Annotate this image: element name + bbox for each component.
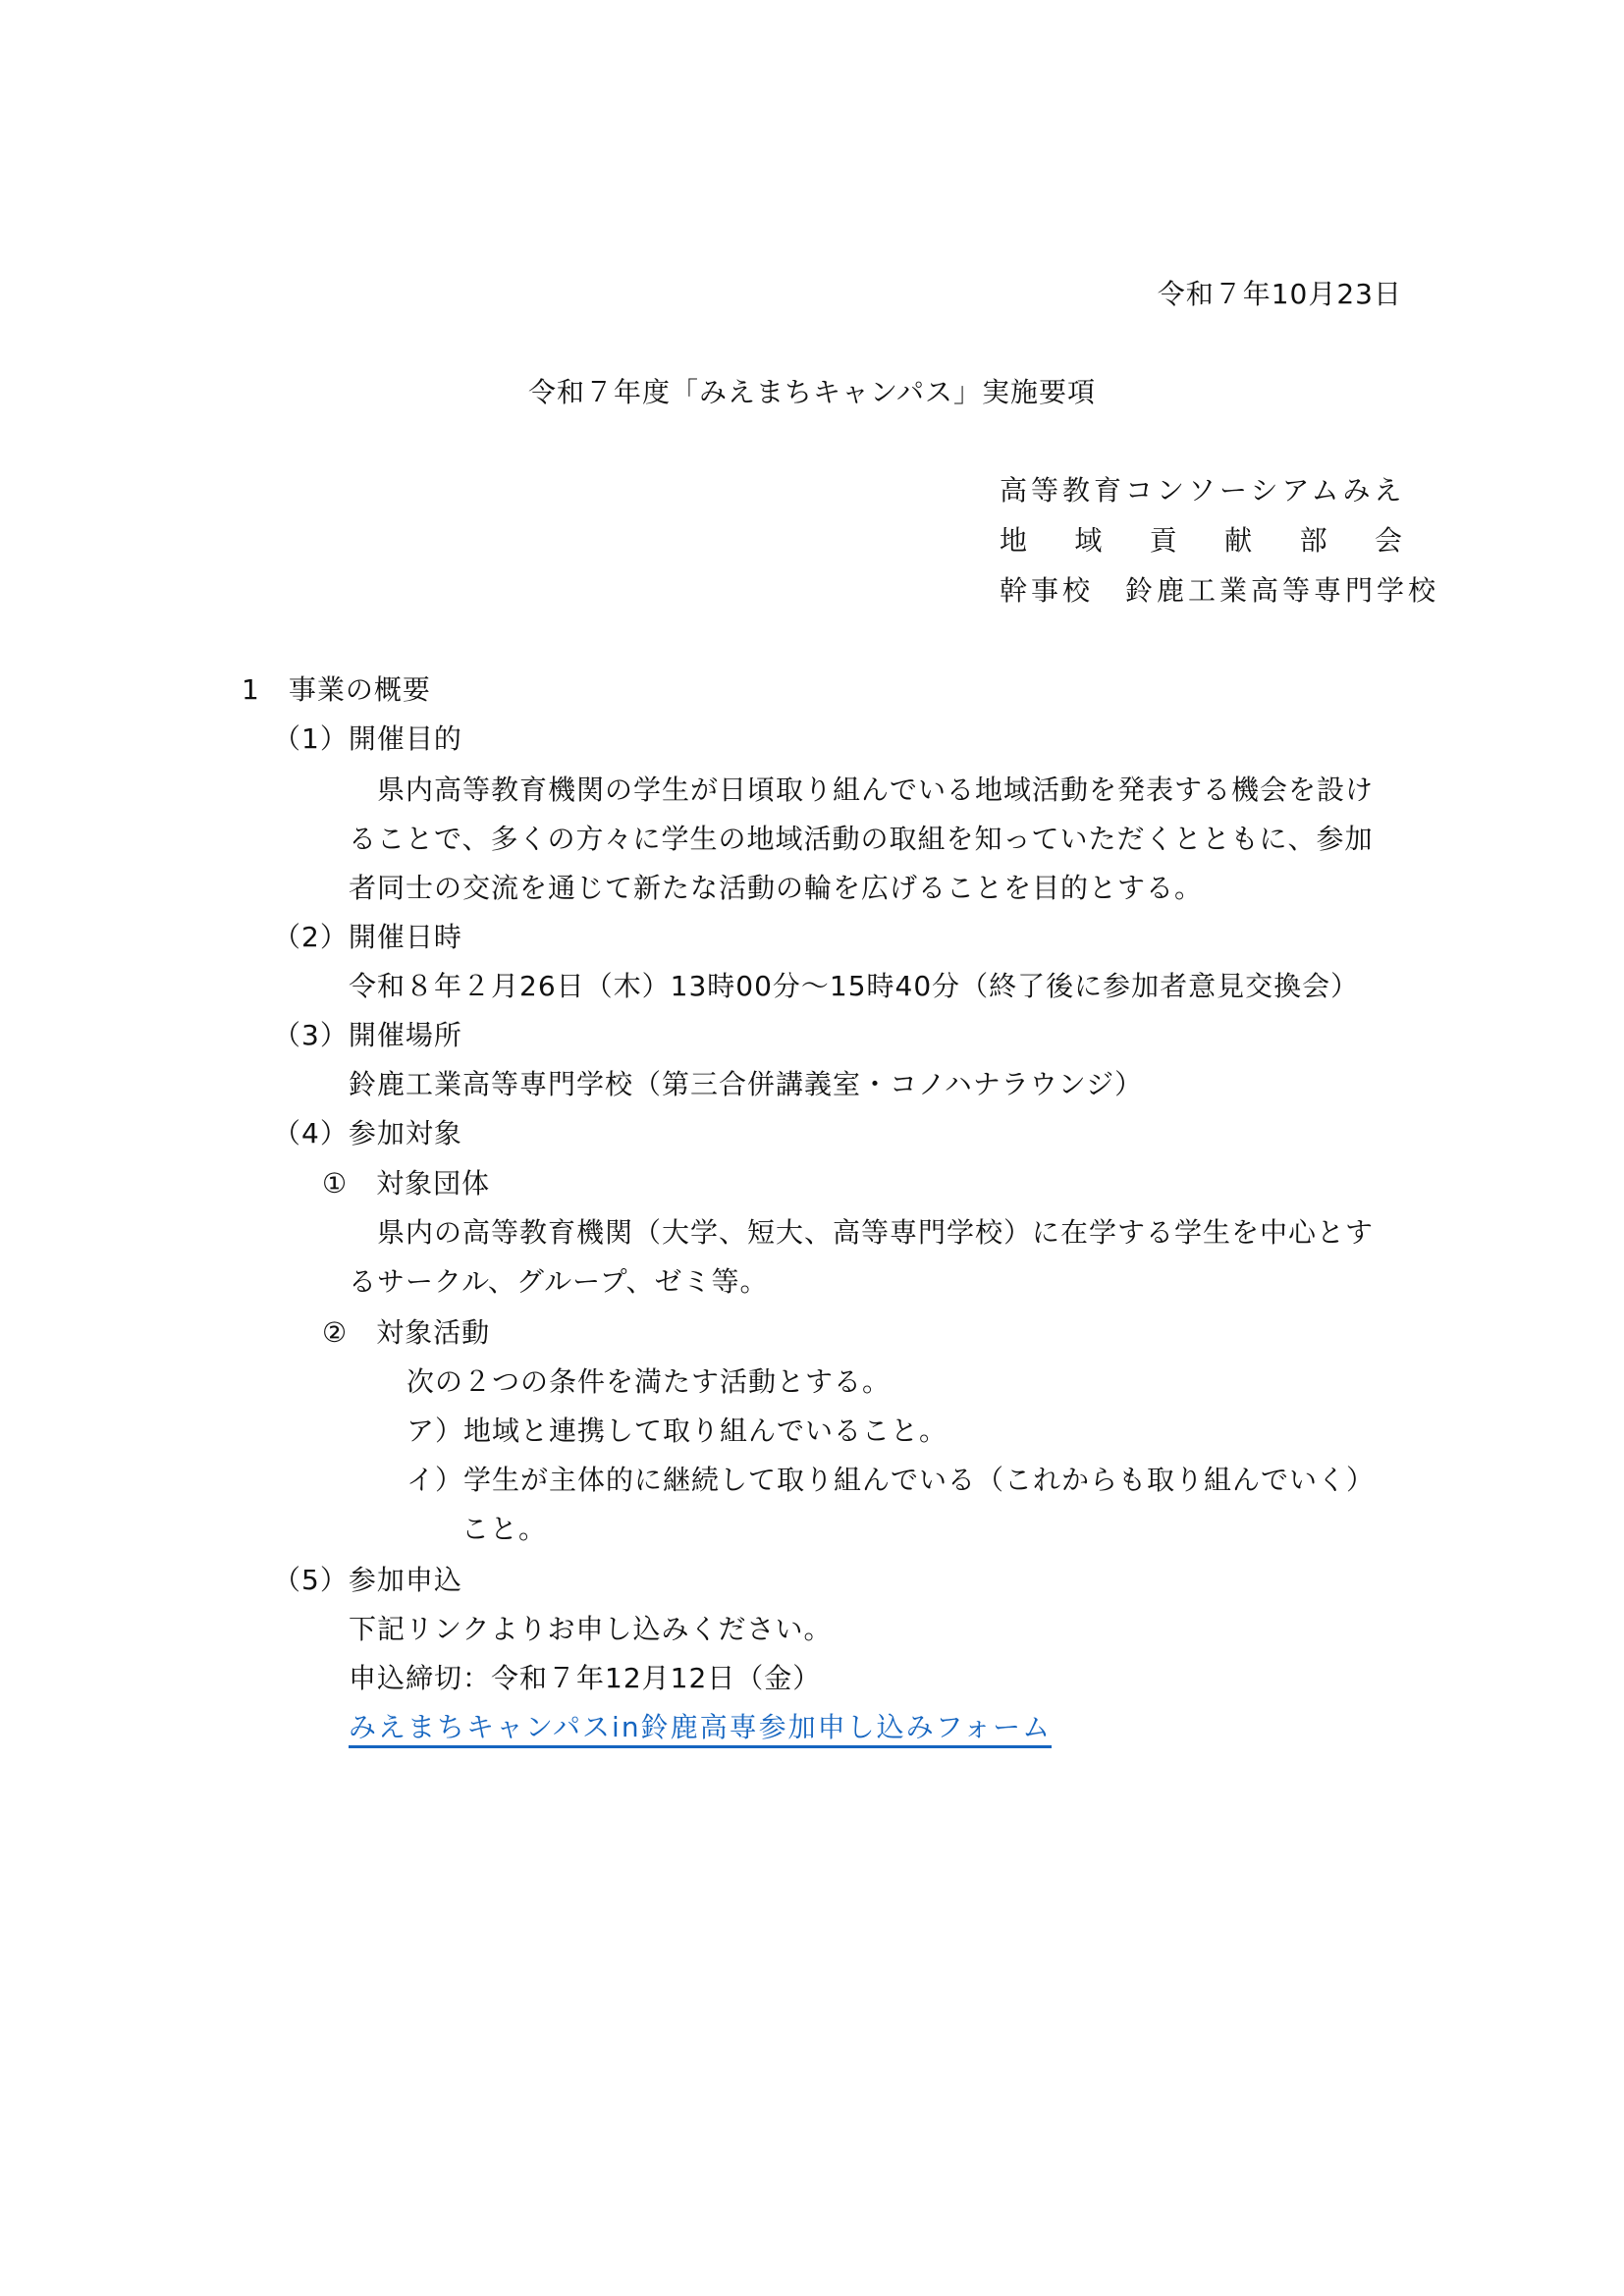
purpose-text-line: 者同士の交流を通じて新たな活動の輪を広げることを目的とする。 [349,872,1204,904]
org-department-char: 貢 [1149,524,1177,557]
application-deadline: 申込締切：令和７年12月12日（金） [349,1662,822,1694]
org-department-char: 部 [1299,524,1327,557]
venue-value: 鈴鹿工業高等専門学校（第三合併講義室・コノハナラウンジ） [349,1068,1144,1100]
condition-continuation: こと。 [461,1513,548,1545]
document-title: 令和７年度「みえまちキャンパス」実施要項 [528,376,1097,408]
target-groups-text-line: るサークル、グループ、ゼミ等。 [349,1265,769,1298]
purpose-text-line: ることで、多くの方々に学生の地域活動の取組を知っていただくとともに、参加 [349,823,1374,855]
condition-item: ア）地域と連携して取り組んでいること。 [406,1415,948,1447]
datetime-value: 令和８年２月26日（木）13時00分～15時40分（終了後に参加者意見交換会） [349,970,1360,1002]
application-label: （5）参加申込 [273,1564,462,1596]
org-department-char: 地 [1000,524,1028,557]
target-label: （4）参加対象 [273,1117,462,1149]
purpose-text-line: 県内高等教育機関の学生が日頃取り組んでいる地域活動を発表する機会を設け [377,774,1375,806]
target-activities-label: ② 対象活動 [322,1316,491,1349]
section-heading: 1 事業の概要 [242,673,431,706]
condition-item: イ）学生が主体的に継続して取り組んでいる（これからも取り組んでいく） [406,1464,1376,1496]
datetime-label: （2）開催日時 [273,921,462,953]
purpose-label: （1）開催目的 [273,722,462,755]
target-groups-text-line: 県内の高等教育機関（大学、短大、高等専門学校）に在学する学生を中心とす [377,1216,1375,1249]
org-department-char: 会 [1374,524,1402,557]
application-instruction: 下記リンクよりお申し込みください。 [349,1613,833,1645]
document-date: 令和７年10月23日 [1157,278,1402,310]
org-name: 高等教育コンソーシアムみえ [1000,474,1406,507]
org-host-school: 幹事校 鈴鹿工業高等専門学校 [1000,574,1440,607]
application-form-link[interactable]: みえまちキャンパスin鈴鹿高専参加申し込みフォーム [349,1711,1052,1748]
target-activities-intro: 次の２つの条件を満たす活動とする。 [406,1365,892,1398]
org-department-char: 域 [1074,524,1103,557]
org-department [1000,524,1402,558]
target-groups-label: ① 対象団体 [322,1167,491,1200]
org-department-char: 献 [1224,524,1253,557]
venue-label: （3）開催場所 [273,1019,462,1051]
